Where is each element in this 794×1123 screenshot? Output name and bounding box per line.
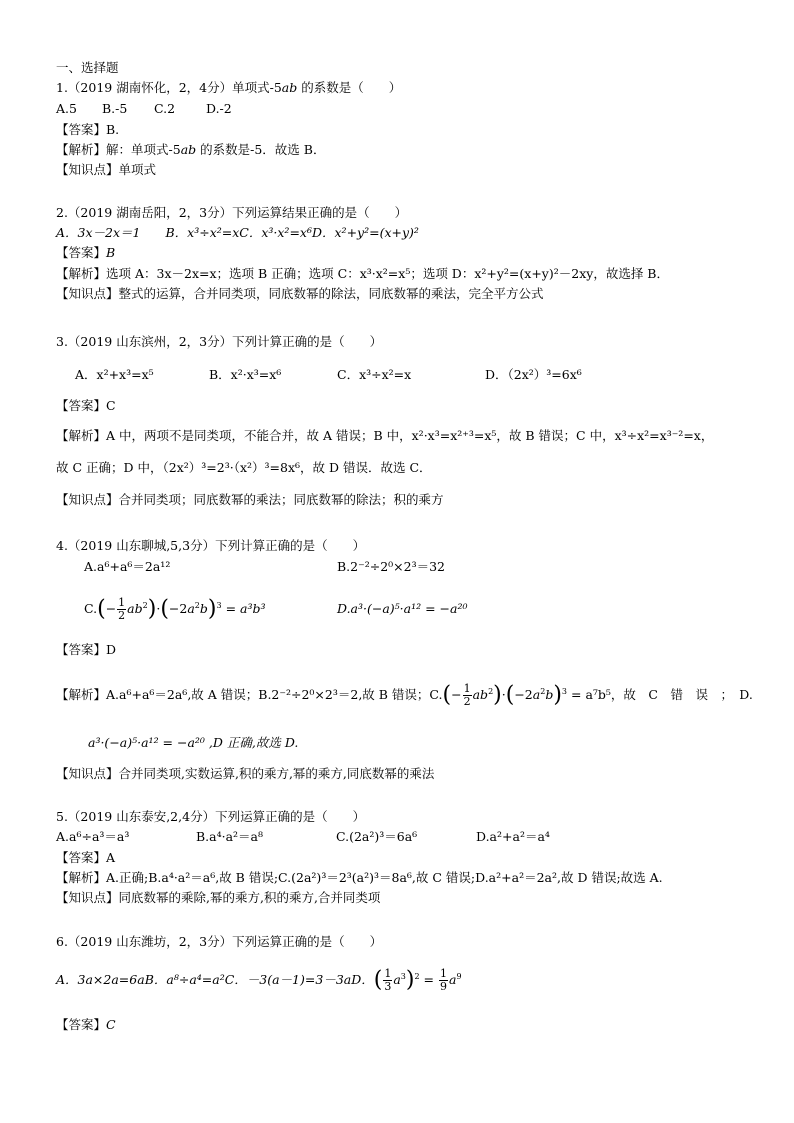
q3-knowledge-point: 【知识点】合并同类项；同底数幂的乘法；同底数幂的除法；积的乘方: [56, 492, 444, 507]
q2-answer: [56, 245, 115, 261]
q4-fraction-num: 1: [118, 596, 126, 609]
q3-option-a: A．x²+x³=x⁵: [75, 367, 154, 382]
q4-option-b: B.2⁻²÷2⁰×2³＝32: [337, 559, 446, 574]
q1-answer: 【答案】B.: [56, 122, 120, 137]
q1-stem: [56, 80, 401, 96]
q4-analysis-1b: = a⁷b⁵，故 C 错 误 ； D.: [571, 687, 753, 702]
q3-stem: 3.（2019 山东滨州，2，3分）下列计算正确的是（ ）: [56, 334, 383, 349]
q4-fraction-half: [117, 597, 126, 622]
q6-frac-den: 3: [384, 980, 392, 993]
q3-option-b: B．x²·x³=x⁶: [209, 367, 282, 382]
q6-options-text: A．3a×2a=6aB．a⁸÷a⁴=a²C．－3(a－1)=3－3aD．: [56, 972, 374, 987]
q3-option-c: C．x³÷x²=x: [337, 367, 412, 382]
q4-option-d: D.a³·(−a)⁵·a¹² = −a²⁰: [337, 601, 468, 616]
q4-answer: 【答案】D: [56, 642, 117, 657]
q5-option-a: A.a⁶÷a³＝a³: [56, 829, 130, 844]
q3-analysis-line-2: 故 C 正确；D 中，（2x²）³=2³·（x²）³=8x⁶，故 D 错误．故选 C．: [56, 460, 432, 475]
q6-option-d-expr: ( $\frac{1}{3}$ $a^3)^2$ = $\frac{1}{9}$ $a^9$: [373, 967, 462, 993]
q6-answer-value: C: [106, 1017, 116, 1032]
q4-option-c-result: = a³b³: [225, 601, 266, 616]
q4-analysis-1a: 【解析】A.a⁶+a⁶＝2a⁶,故 A 错误；B.2⁻²÷2⁰×2³＝2,故 B 错误；C.: [56, 687, 443, 702]
q2-answer-value: B: [106, 245, 116, 260]
q6-options: [56, 964, 462, 996]
q6-stem: 6.（2019 山东潍坊，2，3分）下列运算正确的是（ ）: [56, 934, 383, 949]
q1-option-b: B.-5: [102, 101, 128, 116]
q3-answer: 【答案】C: [56, 398, 116, 413]
q1-option-c: C.2: [154, 101, 176, 116]
q6-answer-label: 【答案】: [56, 1017, 107, 1032]
q3-option-d: D．（2x²）³=6x⁶: [485, 367, 582, 382]
q5-option-c: C.(2a²)³＝6a⁶: [336, 829, 418, 844]
q4-option-c: C.(− $\frac{1}{2}$ $ab^2)\cdot(-2a^2b)^3 = a^3b^3$: [84, 596, 266, 622]
q5-option-b: B.a⁴·a²＝a⁸: [196, 829, 264, 844]
section-title: 一、选择题: [56, 60, 119, 75]
q4-options-row-2: [84, 594, 468, 624]
q1-analysis: [56, 142, 325, 158]
q4-option-a: A.a⁶+a⁶＝2a¹²: [84, 559, 171, 574]
q1-option-d: D.-2: [206, 101, 232, 116]
q2-knowledge-point: 【知识点】整式的运算，合并同类项，同底数幂的除法，同底数幂的乘法，完全平方公式: [56, 286, 544, 301]
q2-analysis: 【解析】选项 A：3x－2x=x；选项 B 正确；选项 C：x³·x²=x⁵；选项 D：x²+y²=(x+y)²－2xy，故选择 B．: [56, 266, 669, 281]
q2-stem: 2.（2019 湖南岳阳，2，3分）下列运算结果正确的是（ ）: [56, 205, 408, 220]
q1-options: [56, 101, 232, 117]
q1-stem-var: ab: [281, 80, 298, 95]
q5-options: [56, 829, 550, 845]
q3-analysis-line-1: 【解析】A 中，两项不是同类项，不能合并，故 A 错误；B 中，x²·x³=x²⁺³=x⁵，故 B 错误；C 中，x³÷x²=x³⁻²=x，: [56, 428, 714, 443]
q4-analysis-line-2: a³·(−a)⁵·a¹² = −a²⁰ ,D 正确,故选 D.: [88, 735, 299, 750]
q4-paren-open: (: [97, 596, 106, 622]
q4-analysis-line-1: 【解析】A.a⁶+a⁶＝2a⁶,故 A 错误；B.2⁻²÷2⁰×2³＝2,故 B 错误；C.(− $\frac{1}{2}$ $ab^2)\cdot(-2a^2b)^3 = a^7b^5$，故 C 错 误 ； D.: [56, 682, 753, 708]
q5-knowledge-point: 【知识点】同底数幂的乘除,幂的乘方,积的乘方,合并同类项: [56, 890, 381, 905]
q1-option-a: A.5: [56, 101, 77, 116]
q4-fraction-den: 2: [118, 609, 126, 622]
q5-analysis: 【解析】A.正确;B.a⁴·a²＝a⁶,故 B 错误;C.(2a²)³＝2³(a²)³＝8a⁶,故 C 错误;D.a²+a²＝2a²,故 D 错误;故选 A.: [56, 870, 663, 885]
q5-answer: 【答案】A: [56, 850, 116, 865]
q2-answer-label: 【答案】: [56, 245, 107, 260]
q4-stem: 4.（2019 山东聊城,5,3分）下列计算正确的是（ ）: [56, 538, 366, 553]
q1-stem-b: 的系数是（ ）: [297, 80, 402, 95]
q1-analysis-var: ab: [180, 142, 197, 157]
q1-analysis-a: 【解析】解：单项式-5: [56, 142, 181, 157]
q5-option-d: D.a²+a²＝a⁴: [476, 829, 550, 844]
q6-frac-den-2: 9: [440, 980, 447, 993]
q1-analysis-b: 的系数是-5．故选 B．: [196, 142, 326, 157]
q1-stem-a: 1.（2019 湖南怀化，2，4分）单项式-5: [56, 80, 282, 95]
q6-answer: [56, 1017, 116, 1033]
q5-stem: 5.（2019 山东泰安,2,4分）下列运算正确的是（ ）: [56, 809, 366, 824]
q1-knowledge-point: 【知识点】单项式: [56, 162, 157, 177]
q4-option-c-label: C.: [84, 601, 98, 616]
q2-options: A．3x－2x＝1 B．x³÷x²=xC．x³·x²=x⁶D．x²+y²=(x+y)²: [56, 225, 419, 240]
q6-frac-num: 1: [384, 967, 392, 980]
q3-options: [75, 367, 582, 383]
q4-knowledge-point: 【知识点】合并同类项,实数运算,积的乘方,幂的乘方,同底数幂的乘法: [56, 766, 435, 781]
q4-options-row-1: [84, 559, 445, 575]
